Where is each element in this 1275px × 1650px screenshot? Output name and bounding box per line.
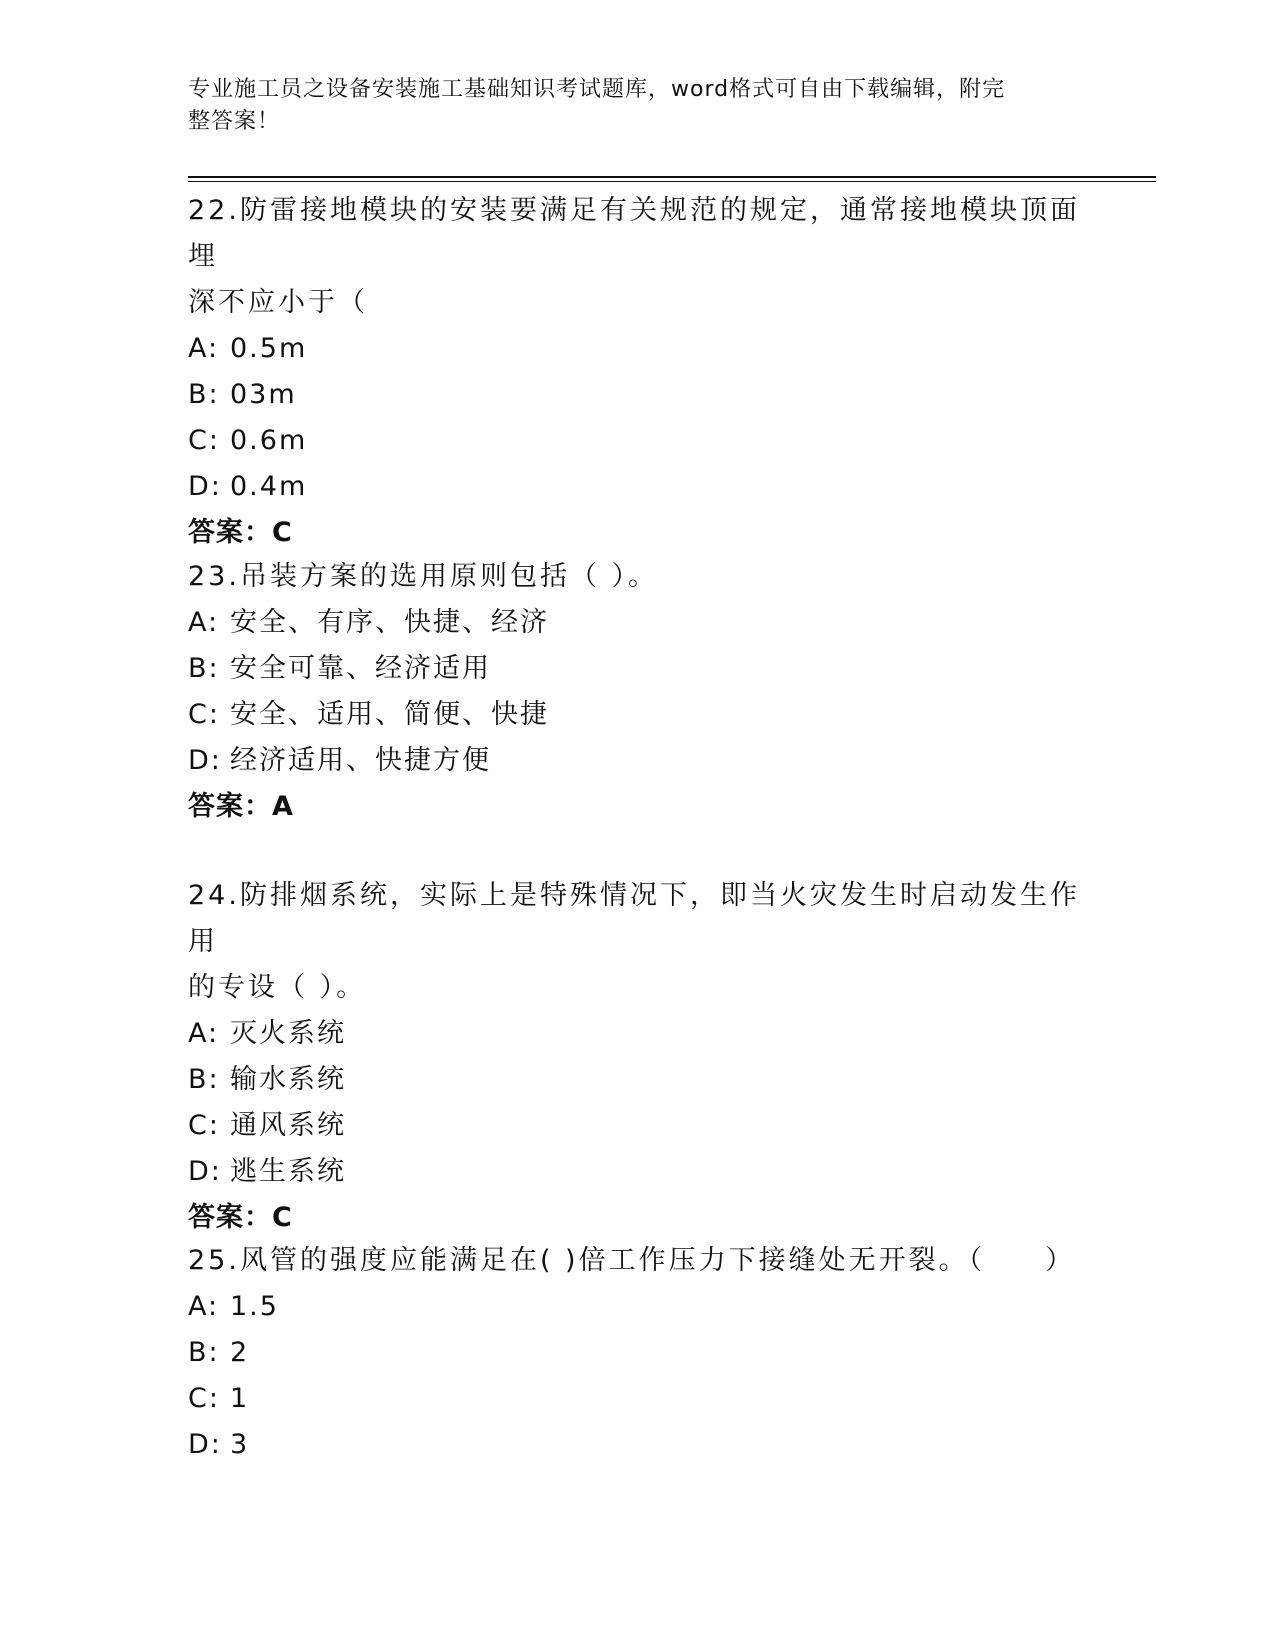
option-text: 安全、有序、快捷、经济 [230, 607, 549, 638]
option-a [188, 1284, 1088, 1330]
option-text: 2 [230, 1337, 250, 1368]
option-c [188, 418, 1088, 464]
option-d [188, 1149, 1088, 1195]
option-text: 1.5 [230, 1291, 279, 1322]
option-text: 3 [230, 1429, 250, 1460]
option-letter: B: [188, 653, 220, 684]
answer-line: 答案：C [188, 517, 293, 548]
header-divider-thin [188, 181, 1156, 182]
option-letter: B: [188, 1337, 220, 1368]
option-letter: D: [188, 471, 222, 502]
option-text: 安全可靠、经济适用 [230, 653, 491, 684]
option-d [188, 464, 1088, 510]
option-letter: B: [188, 1064, 220, 1095]
option-text: 0.4m [230, 471, 308, 502]
option-letter: D: [188, 745, 222, 776]
option-text: 通风系统 [230, 1110, 346, 1141]
question-stem-line-1: 24.防排烟系统，实际上是特殊情况下，即当火灾发生时启动发生作用 [188, 880, 1080, 957]
question-25 [188, 1238, 1088, 1468]
question-stem-line-2: 深不应小于（ [188, 287, 368, 318]
option-a [188, 326, 1088, 372]
option-text: 0.5m [230, 333, 308, 364]
option-text: 0.6m [230, 425, 308, 456]
option-text: 1 [230, 1383, 250, 1414]
option-text: 灭火系统 [230, 1018, 346, 1049]
option-b [188, 1057, 1088, 1103]
answer-line: 答案：A [188, 791, 294, 822]
option-letter: A: [188, 1018, 220, 1049]
option-b [188, 372, 1088, 418]
option-text: 经济适用、快捷方便 [230, 745, 491, 776]
question-stem-line-2: 的专设（ ）。 [188, 972, 367, 1003]
option-letter: C: [188, 1110, 220, 1141]
question-stem-line-1: 22.防雷接地模块的安装要满足有关规范的规定，通常接地模块顶面埋 [188, 195, 1080, 272]
question-stem-line-1: 25.风管的强度应能满足在( )倍工作压力下接缝处无开裂。（ ） [188, 1245, 1076, 1276]
question-23 [188, 554, 1088, 830]
option-c [188, 1103, 1088, 1149]
option-letter: B: [188, 379, 220, 410]
question-stem-line-1: 23.吊装方案的选用原则包括（ ）。 [188, 561, 659, 592]
question-24 [188, 873, 1088, 1241]
option-letter: A: [188, 607, 220, 638]
option-c [188, 1376, 1088, 1422]
option-text: 输水系统 [230, 1064, 346, 1095]
option-text: 安全、适用、简便、快捷 [230, 699, 549, 730]
option-letter: A: [188, 333, 220, 364]
header-line-2: 整答案！ [188, 109, 281, 134]
header-line-1: 专业施工员之设备安装施工基础知识考试题库，word格式可自由下载编辑，附完 [188, 77, 1006, 102]
option-letter: A: [188, 1291, 220, 1322]
option-d [188, 1422, 1088, 1468]
question-22 [188, 188, 1088, 556]
option-letter: C: [188, 699, 220, 730]
answer-line: 答案：C [188, 1202, 293, 1233]
option-b [188, 646, 1088, 692]
header-divider-thick [188, 176, 1156, 178]
option-text: 逃生系统 [230, 1156, 346, 1187]
option-a [188, 1011, 1088, 1057]
option-letter: D: [188, 1156, 222, 1187]
option-b [188, 1330, 1088, 1376]
option-letter: D: [188, 1429, 222, 1460]
option-letter: C: [188, 1383, 220, 1414]
option-letter: C: [188, 425, 220, 456]
option-c [188, 692, 1088, 738]
option-a [188, 600, 1088, 646]
option-text: 03m [230, 379, 297, 410]
option-d [188, 738, 1088, 784]
document-header [188, 74, 1068, 138]
